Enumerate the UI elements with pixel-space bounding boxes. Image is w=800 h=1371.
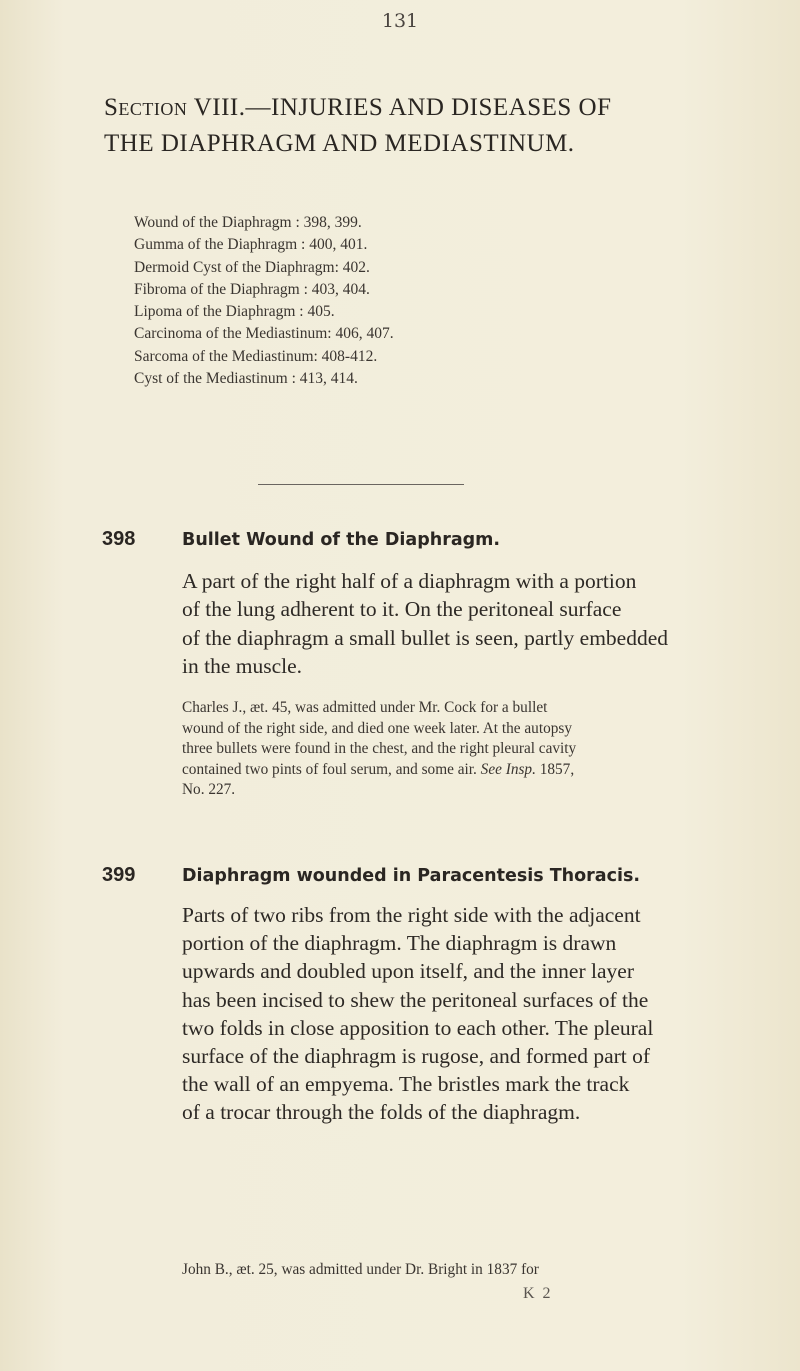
contents-item: Sarcoma of the Mediastinum: 408-412. — [134, 347, 378, 365]
case-note-line: John B., æt. 25, was admitted under Dr. Bright in 1837 for — [182, 1261, 539, 1278]
page-number: 131 — [381, 10, 419, 32]
description-line: two folds in close apposition to each other. The pleural — [182, 1015, 654, 1040]
description-line: upwards and doubled upon itself, and the inner layer — [182, 959, 634, 984]
contents-item: Fibroma of the Diaphragm : 403, 404. — [134, 280, 370, 298]
section-title-line1: VIII.—INJURIES AND DISEASES OF — [193, 94, 612, 121]
section-heading — [104, 90, 744, 162]
description-line: of a trocar through the folds of the diaphragm. — [182, 1100, 581, 1125]
case-note-line: wound of the right side, and died one week later. At the autopsy — [182, 719, 572, 737]
contents-item: Wound of the Diaphragm : 398, 399. — [134, 214, 362, 231]
description-line: has been incised to shew the peritoneal surfaces of the — [182, 987, 649, 1012]
case-note-text: contained two pints of foul serum, and some air. — [182, 760, 477, 778]
description-line: of the diaphragm a small bullet is seen, partly embedded — [182, 625, 668, 650]
description-line: the wall of an empyema. The bristles mark the track — [182, 1072, 630, 1097]
divider-rule — [258, 484, 464, 485]
contents-list — [134, 212, 654, 390]
description-line: portion of the diaphragm. The diaphragm is drawn — [182, 931, 617, 956]
description-line: surface of the diaphragm is rugose, and formed part of — [182, 1044, 651, 1069]
contents-item: Gumma of the Diaphragm : 400, 401. — [134, 236, 368, 254]
case-reference-year: 1857, — [539, 760, 575, 778]
case-reference-number: No. 227. — [182, 781, 236, 799]
contents-item: Carcinoma of the Mediastinum: 406, 407. — [134, 325, 394, 343]
signature-mark: K 2 — [523, 1285, 553, 1302]
description-line: Parts of two ribs from the right side with the adjacent — [182, 903, 641, 927]
entry-399-title: Diaphragm wounded in Paracentesis Thoracis. — [182, 866, 641, 886]
section-title-line2: THE DIAPHRAGM AND MEDIASTINUM. — [104, 130, 575, 157]
entry-399-description — [182, 901, 752, 1127]
case-reference-see: See Insp. — [480, 760, 536, 778]
contents-item: Cyst of the Mediastinum : 413, 414. — [134, 370, 358, 388]
description-line: in the muscle. — [182, 654, 303, 679]
contents-item: Lipoma of the Diaphragm : 405. — [134, 303, 335, 321]
entry-398-case-note — [182, 698, 752, 801]
entry-399-case-note — [182, 1260, 752, 1281]
case-note-line: Charles J., æt. 45, was admitted under Mr. Cock for a bullet — [182, 699, 548, 716]
entry-398-number: 398 — [102, 528, 136, 550]
description-line: of the lung adherent to it. On the peritoneal surface — [182, 597, 622, 622]
entry-398-description — [182, 567, 752, 681]
case-note-line: three bullets were found in the chest, and the right pleural cavity — [182, 740, 577, 758]
entry-398-title: Bullet Wound of the Diaphragm. — [182, 530, 501, 550]
entry-399-number: 399 — [102, 864, 136, 886]
case-note-line — [182, 760, 752, 781]
section-prefix: Section — [104, 94, 188, 121]
contents-item: Dermoid Cyst of the Diaphragm: 402. — [134, 258, 370, 276]
description-line: A part of the right half of a diaphragm with a portion — [182, 569, 637, 593]
